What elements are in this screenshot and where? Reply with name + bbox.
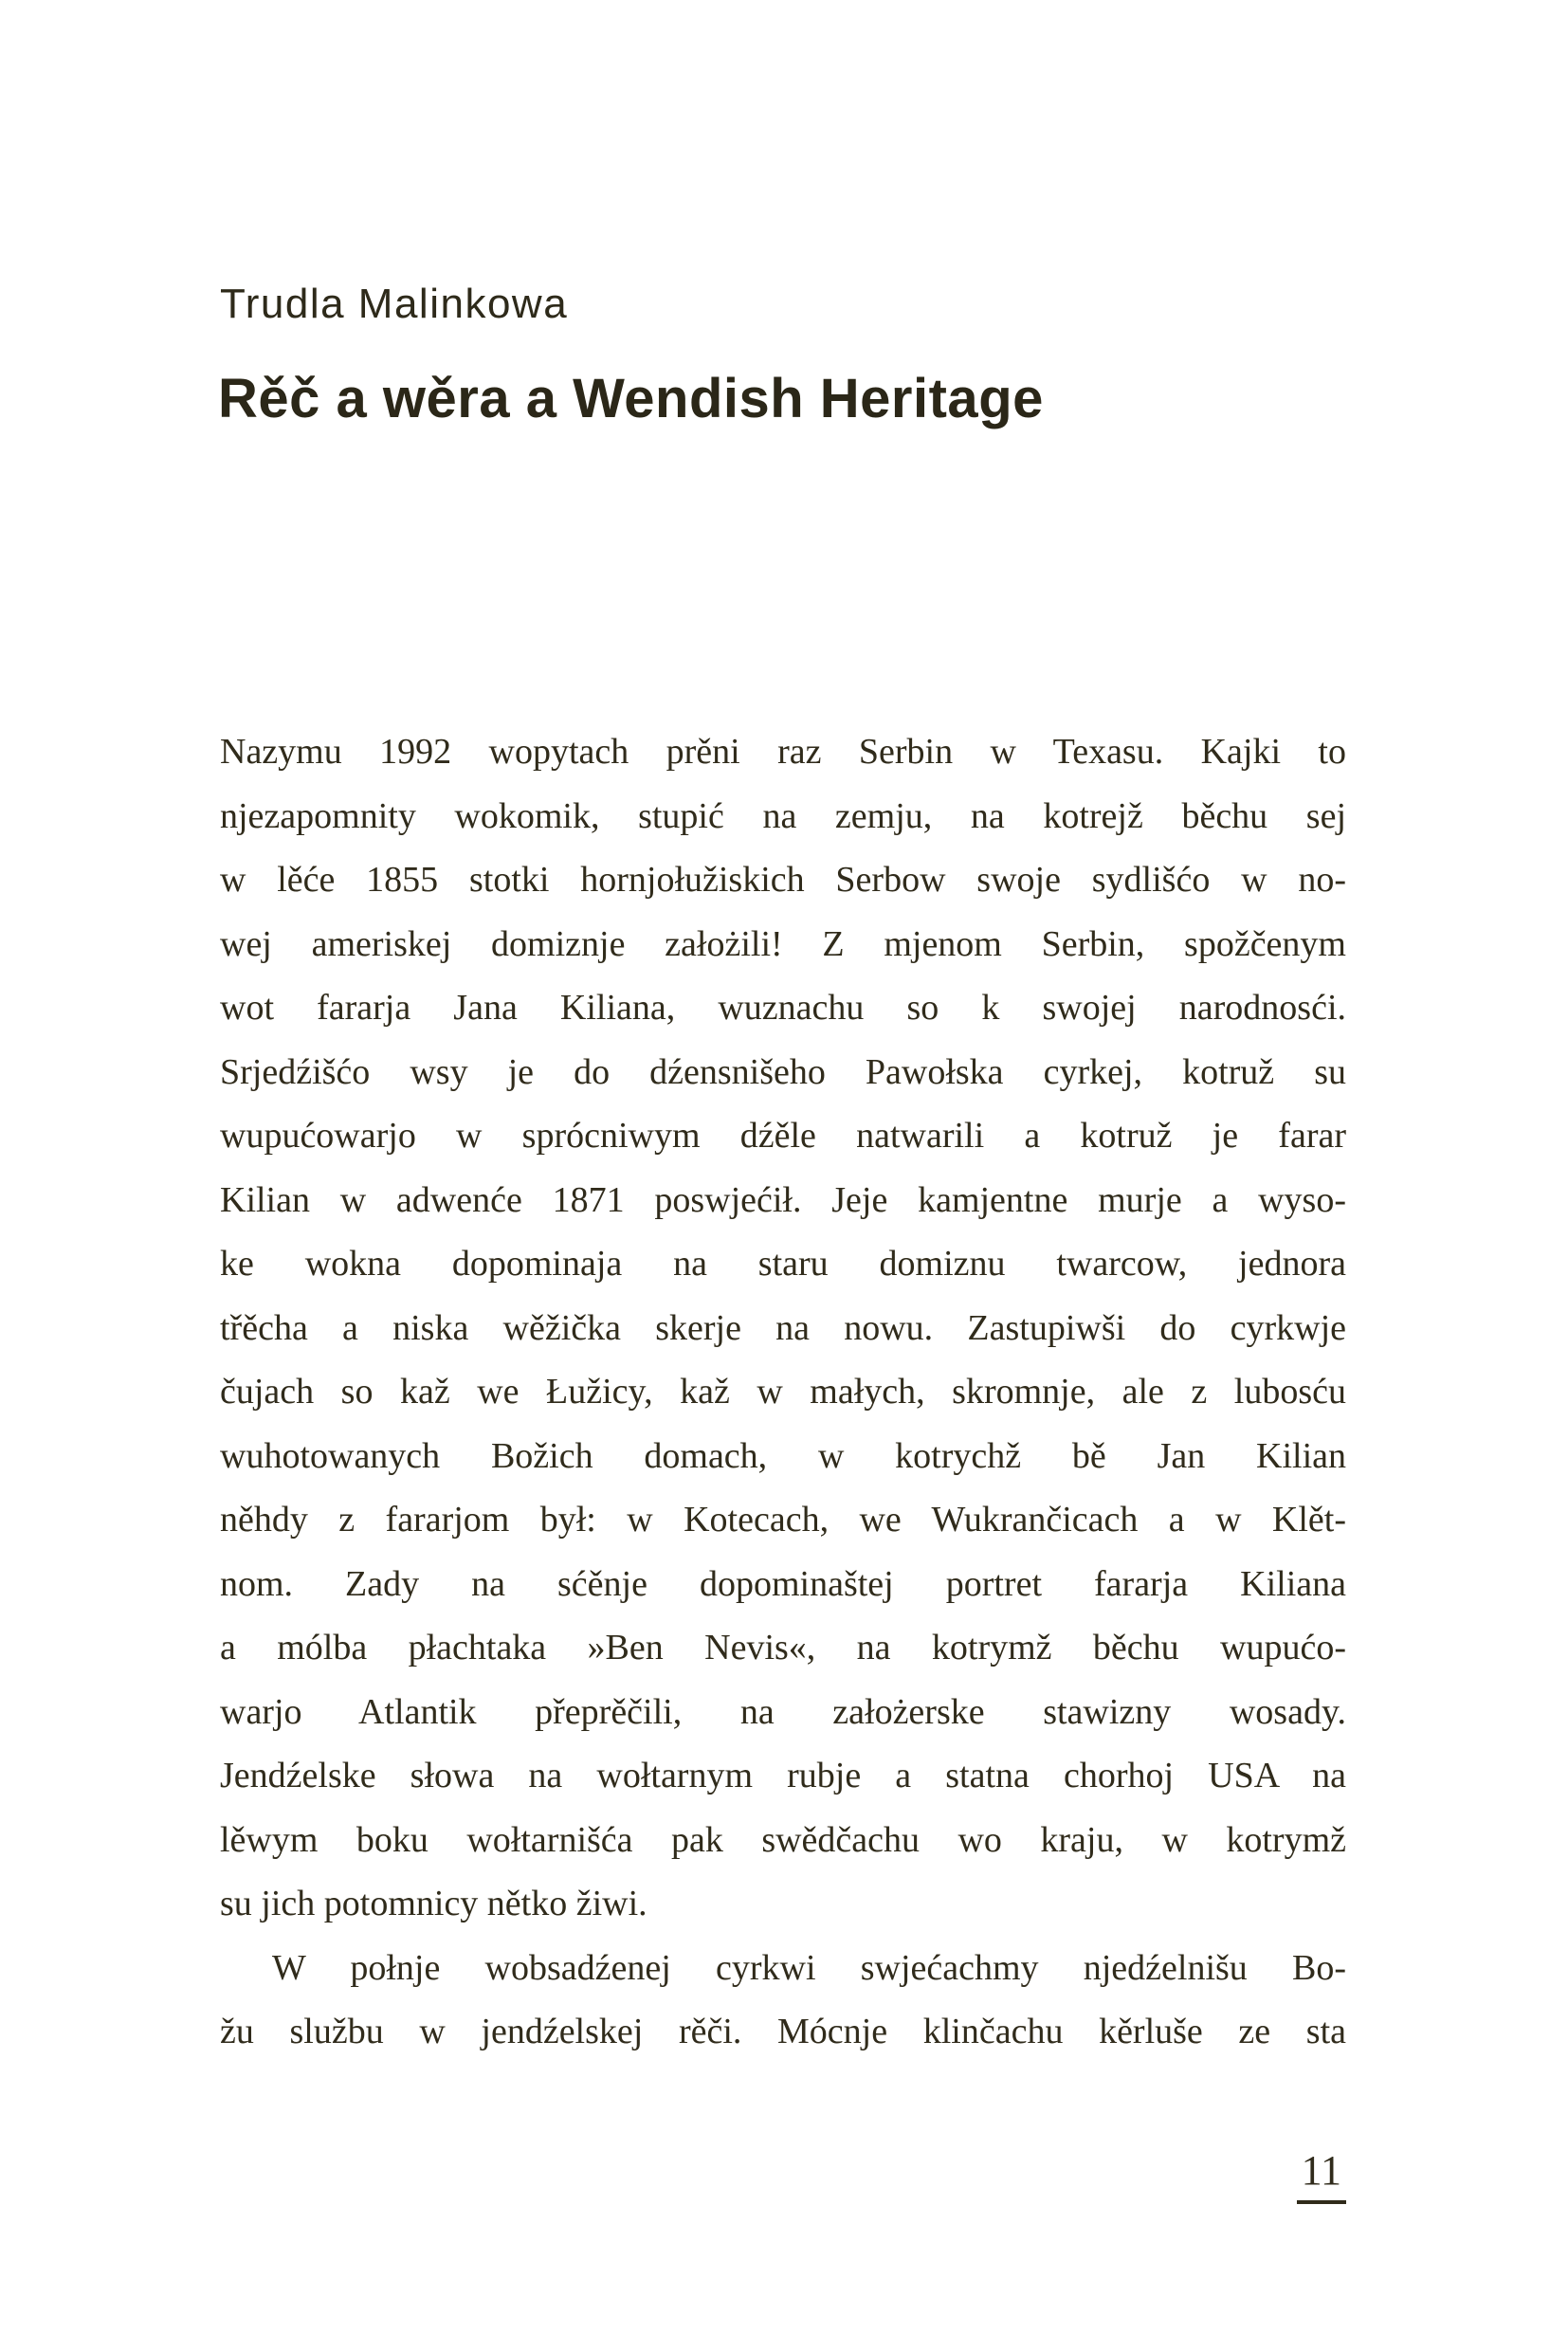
body-line: w lěće 1855 stotki hornjołužiskich Serbow swoje sydlišćo w no- — [220, 860, 1346, 900]
body-line: ke wokna dopominaja na staru domiznu twarcow, jednora — [220, 1244, 1346, 1284]
body-line: a mólba płachtaka »Ben Nevis«, na kotrymž běchu wupućo- — [220, 1628, 1346, 1668]
body-line: Jendźelske słowa na wołtarnym rubje a statna chorhoj USA na — [220, 1756, 1346, 1795]
body-line: wej ameriskej domiznje założili! Z mjenom Serbin, spožčenym — [220, 923, 1346, 964]
body-line: Nazymu 1992 wopytach prěni raz Serbin w Texasu. Kajki to — [220, 732, 1346, 772]
body-text — [220, 720, 1346, 2065]
body-line: njezapomnity wokomik, stupić na zemju, na kotrejž běchu sej — [220, 795, 1346, 836]
page-title: Rěč a wěra a Wendish Heritage — [218, 368, 1044, 429]
page-number: 11 — [1297, 2150, 1346, 2204]
body-line: wupućowarjo w sprócniwym dźěle natwarili a kotruž je farar — [220, 1116, 1346, 1156]
body-line: W połnje wobsadźenej cyrkwi swjećachmy njedźelnišu Bo- — [272, 1947, 1346, 1988]
body-line: wuhotowanych Božich domach, w kotrychž bě Jan Kilian — [220, 1435, 1346, 1476]
body-line: Srjedźišćo wsy je do dźensnišeho Pawołska cyrkej, kotruž su — [220, 1051, 1346, 1092]
body-line: něhdy z fararjom był: w Kotecach, we Wukrančicach a w Klět- — [220, 1500, 1346, 1540]
body-line: warjo Atlantik přeprěčili, na założerske stawizny wosady. — [220, 1691, 1346, 1732]
body-line: nom. Zady na sćěnje dopominaštej portret fararja Kiliana — [220, 1563, 1346, 1604]
body-line: žu službu w jendźelskej rěči. Mócnje klinčachu kěrluše ze sta — [220, 2012, 1346, 2051]
body-line: čujach so kaž we Łužicy, kaž w małych, skromnje, ale z lubosću — [220, 1372, 1346, 1412]
body-line: lěwym boku wołtarnišća pak swědčachu wo kraju, w kotrymž — [220, 1819, 1346, 1860]
body-line: wot fararja Jana Kiliana, wuznachu so k swojej narodnosći. — [220, 988, 1346, 1028]
body-line: su jich potomnicy nětko žiwi. — [220, 1884, 647, 1923]
author-name: Trudla Malinkowa — [220, 281, 569, 327]
body-line: třěcha a niska wěžička skerje na nowu. Zastupiwši do cyrkwje — [220, 1307, 1346, 1348]
body-line: Kilian w adwenće 1871 poswjećił. Jeje kamjentne murje a wyso- — [220, 1179, 1346, 1220]
